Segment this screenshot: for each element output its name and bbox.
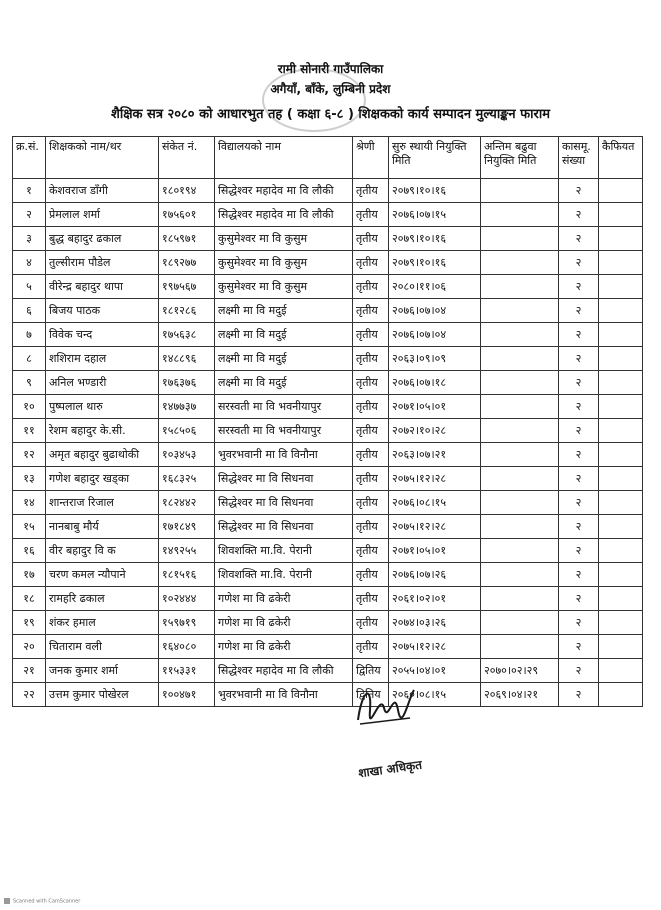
table-cell [599,323,643,347]
table-cell: २०७६।०७।०४ [389,299,481,323]
table-cell: गणेश मा वि ढकेरी [215,635,353,659]
table-row [13,251,643,275]
table-cell [481,299,559,323]
table-cell [481,491,559,515]
table-cell: १५८५०६ [159,419,215,443]
table-cell [599,683,643,707]
table-cell: २०६३।०९।०९ [389,347,481,371]
table-row [13,467,643,491]
table-cell: शंकर हमाल [46,611,159,635]
column-header: कासमू. संख्या [559,137,599,179]
table-cell: तृतीय [353,443,389,467]
table-cell: रामहरि ढकाल [46,587,159,611]
table-cell: बिजय पाठक [46,299,159,323]
table-cell: तृतीय [353,395,389,419]
table-row [13,419,643,443]
table-cell: तृतीय [353,203,389,227]
table-cell: १६ [13,539,46,563]
table-cell: २०७६।०८।१५ [389,491,481,515]
table-cell [481,515,559,539]
table-cell: कुसुमेश्वर मा वि कुसुम [215,275,353,299]
column-header: संकेत नं. [159,137,215,179]
table-cell: २१ [13,659,46,683]
table-cell: तुल्सीराम पौडेल [46,251,159,275]
table-row [13,539,643,563]
table-cell [599,587,643,611]
table-row [13,563,643,587]
table-cell [481,203,559,227]
table-cell: चरण कमल न्यौपाने [46,563,159,587]
table-cell: गणेश मा वि ढकेरी [215,587,353,611]
table-cell: २ [559,347,599,371]
table-cell: रेशम बहादुर के.सी. [46,419,159,443]
table-cell [599,395,643,419]
table-cell: २०६०।०८।१५ [389,683,481,707]
municipality-name: रामी सोनारी गाउँपालिका [277,62,384,76]
table-cell: २ [559,419,599,443]
table-cell [481,563,559,587]
table-cell: १८ [13,587,46,611]
table-cell: तृतीय [353,347,389,371]
table-cell: सरस्वती मा वि भवनीयापुर [215,419,353,443]
table-cell [481,587,559,611]
table-cell: २ [559,395,599,419]
table-cell [599,443,643,467]
table-row [13,515,643,539]
table-cell: १६४०८० [159,635,215,659]
table-cell: बुद्ध बहादुर ढकाल [46,227,159,251]
table-cell: २ [559,515,599,539]
table-cell [599,227,643,251]
table-cell: २०५५।०४।०१ [389,659,481,683]
table-cell: २ [559,635,599,659]
table-cell [481,539,559,563]
table-cell: २०७६।०७।१८ [389,371,481,395]
teacher-evaluation-table [12,136,643,707]
table-cell: २ [559,251,599,275]
table-cell: २०८०।११।०६ [389,275,481,299]
table-row [13,491,643,515]
table-cell [599,251,643,275]
table-row [13,659,643,683]
column-header: श्रेणी [353,137,389,179]
table-cell: २०७१।०५।०१ [389,395,481,419]
scanner-watermark [4,898,80,905]
table-cell: वीर बहादुर वि क [46,539,159,563]
table-cell: तृतीय [353,563,389,587]
table-cell [481,395,559,419]
municipal-seal [262,68,366,132]
table-cell: गणेश मा वि ढकेरी [215,611,353,635]
table-cell: २०७६।०७।१५ [389,203,481,227]
table-cell: १७५६०१ [159,203,215,227]
table-cell: प्रेमलाल शर्मा [46,203,159,227]
table-row [13,587,643,611]
column-header: सुरु स्थायी नियुक्ति मिति [389,137,481,179]
table-cell: तृतीय [353,371,389,395]
table-cell: शिवशक्ति मा.वि. पेरानी [215,539,353,563]
table-cell: १७६३७६ [159,371,215,395]
table-cell: २०७२।१०।२८ [389,419,481,443]
table-cell: ९ [13,371,46,395]
table-cell [481,275,559,299]
table-cell: अनिल भण्डारी [46,371,159,395]
table-cell [481,251,559,275]
table-cell: लक्ष्मी मा वि मदुई [215,347,353,371]
table-cell: १८२४४२ [159,491,215,515]
table-cell: १९ [13,611,46,635]
table-cell: १४९२५५ [159,539,215,563]
table-cell [599,179,643,203]
address-line: अगैयाँ, बाँके, लुम्बिनी प्रदेश [270,82,391,96]
table-cell: १७ [13,563,46,587]
table-cell: २०७४।०३।२६ [389,611,481,635]
table-cell: १००४७१ [159,683,215,707]
table-cell: सिद्धेश्वर मा वि सिधनवा [215,491,353,515]
signature [350,680,420,730]
column-header: क्र.सं. [13,137,46,179]
table-cell: २०७६।०७।२६ [389,563,481,587]
table-row [13,611,643,635]
table-cell: २ [559,443,599,467]
column-header: अन्तिम बढुवा नियुक्ति मिति [481,137,559,179]
table-cell: सरस्वती मा वि भवनीयापुर [215,395,353,419]
table-cell: चिताराम वली [46,635,159,659]
table-cell: कुसुमेश्वर मा वि कुसुम [215,251,353,275]
table-row [13,371,643,395]
table-cell: २ [559,659,599,683]
table-cell: १०२४४४ [159,587,215,611]
table-cell: २ [559,683,599,707]
table-cell: तृतीय [353,323,389,347]
table-cell: तृतीय [353,491,389,515]
table-cell: तृतीय [353,275,389,299]
table-cell: २ [559,491,599,515]
table-cell: ११५३३१ [159,659,215,683]
table-cell [599,371,643,395]
table-cell: २ [13,203,46,227]
table-cell: १०३४५३ [159,443,215,467]
table-cell [599,491,643,515]
table-cell: तृतीय [353,419,389,443]
table-cell: २ [559,563,599,587]
table-cell: भुवरभवानी मा वि विनौना [215,683,353,707]
table-cell: तृतीय [353,611,389,635]
table-cell: १४८८९६ [159,347,215,371]
table-cell: तृतीय [353,515,389,539]
column-header: कैफियत [599,137,643,179]
table-cell: गणेश बहादुर खड्का [46,467,159,491]
table-cell [481,443,559,467]
table-cell: २ [559,587,599,611]
table-row [13,179,643,203]
table-cell: सिद्धेश्वर मा वि सिधनवा [215,467,353,491]
table-cell: २०६१।०२।०१ [389,587,481,611]
table-cell [599,515,643,539]
table-cell: २० [13,635,46,659]
table-cell: लक्ष्मी मा वि मदुई [215,371,353,395]
table-cell: २०७९।१०।१६ [389,251,481,275]
table-cell: २ [559,299,599,323]
table-cell: २०६९।०४।२१ [481,683,559,707]
table-cell: जनक कुमार शर्मा [46,659,159,683]
table-cell [599,419,643,443]
table-cell: शान्तराज रिजाल [46,491,159,515]
table-cell: १३ [13,467,46,491]
table-cell [481,467,559,491]
table-cell: १० [13,395,46,419]
table-cell: ७ [13,323,46,347]
table-cell: १७५६३८ [159,323,215,347]
table-cell: १ [13,179,46,203]
table-cell: सिद्धेश्वर महादेव मा वि लौकी [215,659,353,683]
table-cell: नानबाबु मौर्य [46,515,159,539]
table-cell: कुसुमेश्वर मा वि कुसुम [215,227,353,251]
table-row [13,395,643,419]
table-cell [599,539,643,563]
officer-stamp: शाखा अधिकृत [357,757,423,781]
table-cell: उत्तम कुमार पोखेरल [46,683,159,707]
table-cell: १८९२७७ [159,251,215,275]
table-row [13,443,643,467]
table-cell: लक्ष्मी मा वि मदुई [215,323,353,347]
header-row [13,137,643,179]
table-cell [599,347,643,371]
table-cell: २०७५।१२।२८ [389,515,481,539]
column-header: विद्यालयको नाम [215,137,353,179]
table-cell: १९७५६७ [159,275,215,299]
table-cell: तृतीय [353,587,389,611]
table-row [13,635,643,659]
table-cell: ४ [13,251,46,275]
table-cell: तृतीय [353,179,389,203]
table-cell: २०७५।१२।२८ [389,467,481,491]
table-cell: २ [559,467,599,491]
table-cell: शशिराम दहाल [46,347,159,371]
table-cell: सिद्धेश्वर महादेव मा वि लौकी [215,203,353,227]
table-cell [481,611,559,635]
table-row [13,227,643,251]
table-cell: विवेक चन्द [46,323,159,347]
table-cell: १८०१९४ [159,179,215,203]
table-cell [599,611,643,635]
table-cell [481,635,559,659]
table-cell: १७१८४९ [159,515,215,539]
table-cell: ५ [13,275,46,299]
table-cell [599,467,643,491]
table-cell: २ [559,227,599,251]
table-cell: वीरेन्द्र बहादुर थापा [46,275,159,299]
form-title: शैक्षिक सत्र २०८० को आधारभुत तह ( कक्षा ६-८ ) शिक्षकको कार्य सम्पादन मुल्याङ्कन फाराम [111,107,550,122]
table-cell [599,563,643,587]
table-cell: १२ [13,443,46,467]
table-cell: शिवशक्ति मा.वि. पेरानी [215,563,353,587]
table-row [13,203,643,227]
table-cell: १५ [13,515,46,539]
table-cell: लक्ष्मी मा वि मदुई [215,299,353,323]
table-cell: २०७०।०२।२९ [481,659,559,683]
table-cell: द्वितिय [353,683,389,707]
table-cell: भुवरभवानी मा वि विनौना [215,443,353,467]
table-cell: २२ [13,683,46,707]
table-cell: २ [559,539,599,563]
table-cell: ६ [13,299,46,323]
table-cell: २ [559,179,599,203]
scanner-text: Scanned with CamScanner [13,898,81,905]
table-cell [481,323,559,347]
table-cell: २ [559,323,599,347]
table-cell: तृतीय [353,635,389,659]
table-cell: ११ [13,419,46,443]
table-cell: २०७५।१२।२८ [389,635,481,659]
table-cell: तृतीय [353,251,389,275]
table-cell: २०६३।०७।२१ [389,443,481,467]
table-cell: ८ [13,347,46,371]
table-cell: सिद्धेश्वर मा वि सिधनवा [215,515,353,539]
table-cell: तृतीय [353,299,389,323]
table-cell: अमृत बहादुर बुढाथोकी [46,443,159,467]
table-cell: १४ [13,491,46,515]
table-row [13,323,643,347]
table-cell: २ [559,203,599,227]
table-cell: सिद्धेश्वर महादेव मा वि लौकी [215,179,353,203]
table-cell: द्वितिय [353,659,389,683]
table-cell: १८१५१६ [159,563,215,587]
table-cell [599,203,643,227]
table-cell [481,419,559,443]
table-cell: ३ [13,227,46,251]
table-row [13,299,643,323]
table-cell: २ [559,371,599,395]
table-cell: २०७१।०५।०१ [389,539,481,563]
table-cell [599,635,643,659]
table-cell: १६८३२५ [159,467,215,491]
table-cell: तृतीय [353,467,389,491]
table-cell: तृतीय [353,227,389,251]
table-cell [481,347,559,371]
table-cell: २०७६।०७।०४ [389,323,481,347]
table-cell [481,227,559,251]
table-cell: १८५९७१ [159,227,215,251]
table-cell: १८१२८६ [159,299,215,323]
table-cell: २०७९।१०।१६ [389,227,481,251]
table-cell: २०७९।१०।१६ [389,179,481,203]
table-cell: १४७७३७ [159,395,215,419]
table-cell: केशवराज डाँगी [46,179,159,203]
table-row [13,683,643,707]
table-row [13,347,643,371]
table-cell: २ [559,611,599,635]
table-cell [599,299,643,323]
camscanner-icon [4,898,10,904]
table-cell [599,659,643,683]
table-cell: २ [559,275,599,299]
column-header: शिक्षकको नाम/थर [46,137,159,179]
table-cell [481,371,559,395]
table-cell [599,275,643,299]
table-cell: १५९७१९ [159,611,215,635]
table-cell: तृतीय [353,539,389,563]
table-cell: पुष्पलाल थारु [46,395,159,419]
table-cell [481,179,559,203]
table-row [13,275,643,299]
